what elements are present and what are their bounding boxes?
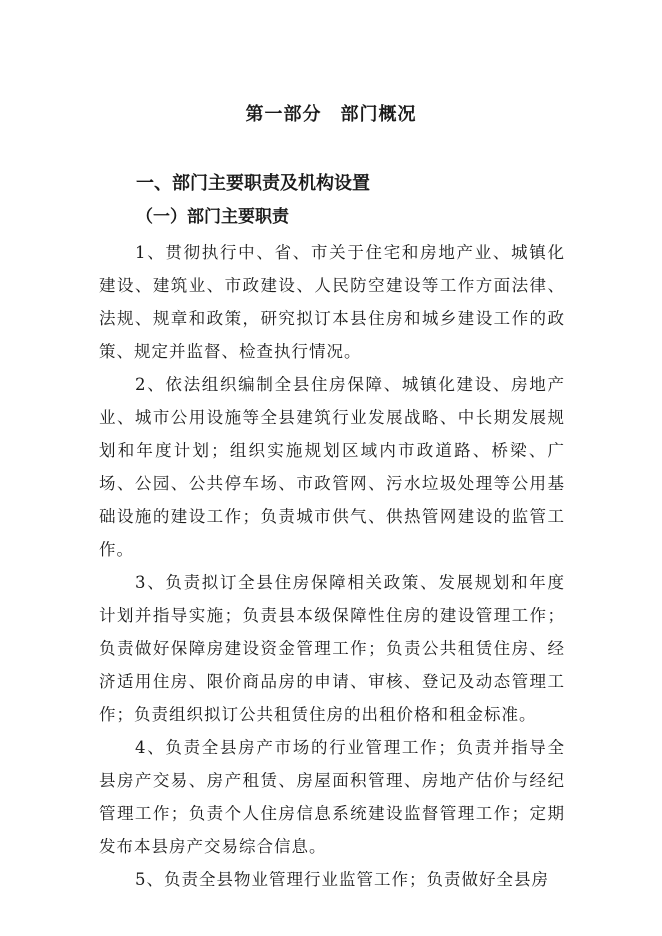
paragraph-5: 5、负责全县物业管理行业监管工作；负责做好全县房 xyxy=(135,870,549,889)
paragraph-1: 1、贯彻执行中、省、市关于住宅和房地产业、城镇化建设、建筑业、市政建设、人民防空建设等工作方面法律、法规、规章和政策，研究拟订本县住房和城乡建设工作的政策、规定并监督、检查执行情况。 xyxy=(99,243,565,361)
page-title: 第一部分 部门概况 xyxy=(245,104,417,125)
subsection-heading: （一）部门主要职责 xyxy=(136,207,289,227)
section-heading: 一、部门主要职责及机构设置 xyxy=(136,173,370,194)
body-text xyxy=(99,236,565,896)
paragraph-4: 4、负责全县房产市场的行业管理工作；负责并指导全县房产交易、房产租赁、房屋面积管理、房地产估价与经纪管理工作；负责个人住房信息系统建设监督管理工作；定期发布本县房产交易综合信息。 xyxy=(99,738,565,856)
paragraph-2: 2、依法组织编制全县住房保障、城镇化建设、房地产业、城市公用设施等全县建筑行业发展战略、中长期发展规划和年度计划；组织实施规划区域内市政道路、桥梁、广场、公园、公共停车场、市政管网、污水垃圾处理等公用基础设施的建设工作；负责城市供气、供热管网建设的监管工作。 xyxy=(99,375,565,559)
paragraph-3: 3、负责拟订全县住房保障相关政策、发展规划和年度计划并指导实施；负责县本级保障性住房的建设管理工作；负责做好保障房建设资金管理工作；负责公共租赁住房、经济适用住房、限价商品房的申请、审核、登记及动态管理工作；负责组织拟订公共租赁住房的出租价格和租金标准。 xyxy=(99,573,565,724)
